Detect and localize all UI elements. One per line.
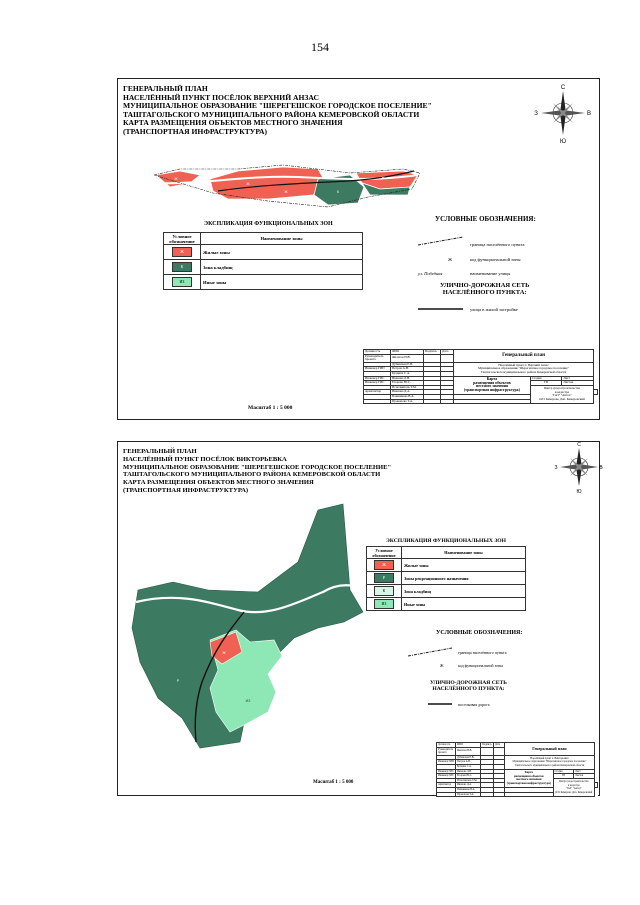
stamp-person: Иванова Л.В. bbox=[456, 769, 481, 774]
title-line: МУНИЦИПАЛЬНОЕ ОБРАЗОВАНИЕ "ШЕРЕГЕШСКОЕ ГОРОДСКОЕ ПОСЕЛЕНИЕ" bbox=[123, 101, 432, 111]
road-network-title-line: НАСЕЛЁННОГО ПУНКТА: bbox=[432, 686, 505, 692]
stamp-sheets-header: Листов bbox=[562, 381, 594, 386]
stamp-map-title-line: (транспортная инфраструктура) bbox=[463, 387, 520, 392]
convention-zone-code-text: код функциональной зоны bbox=[458, 663, 503, 668]
stamp-role: Инженер ГИС bbox=[364, 376, 391, 381]
stamp-role: Руководитель проекта bbox=[364, 354, 391, 362]
road-network-item: поселковая дорога bbox=[458, 702, 490, 707]
convention-zone-code-sample: Ж bbox=[448, 257, 453, 262]
zone-name: Жилые зоны bbox=[402, 559, 526, 572]
road-network-title-line: УЛИЧНО-ДОРОЖНАЯ СЕТЬ bbox=[440, 282, 530, 289]
zone-code-label: Ж bbox=[284, 190, 288, 194]
swatch-recreation: Р bbox=[374, 573, 394, 583]
map-scale: Масштаб 1 : 5 000 bbox=[248, 405, 293, 411]
stamp-person: Петров А.Н. bbox=[456, 760, 481, 765]
stamp-person: Иванова Д.А. bbox=[391, 390, 424, 395]
stamp-header: Подпись bbox=[482, 743, 492, 746]
stamp-org-line: Центр градостроительства bbox=[559, 780, 589, 784]
swatch-cemetery: К bbox=[374, 586, 394, 596]
stamp-object-line: Муниципальное образование "Шерегешское городское поселение" bbox=[512, 760, 587, 764]
stamp-role: Инженер ГИС bbox=[364, 381, 391, 386]
convention-street-name-sample: ул. Победная bbox=[418, 271, 443, 276]
title-line: НАСЕЛЁННЫЙ ПУНКТ ПОСЁЛОК ВИКТОРЬЕВКА bbox=[123, 455, 287, 463]
explication-header-name: Наименование зоны bbox=[201, 233, 363, 245]
conventions-title: УСЛОВНЫЕ ОБОЗНАЧЕНИЯ: bbox=[435, 215, 536, 223]
stamp-person: Прокопова Т.А. bbox=[456, 792, 481, 797]
stamp-person: Егорова Ю.С. bbox=[456, 774, 481, 779]
stamp-map-title bbox=[505, 769, 554, 787]
stamp-role: Инженер ГИП bbox=[364, 367, 391, 372]
explication-header-symbol: Условное обозначение bbox=[164, 233, 201, 245]
convention-zone-code-sample: Ж bbox=[440, 663, 444, 668]
stamp-doc-title: Генеральный план bbox=[454, 350, 594, 363]
swatch-other: ИЗ bbox=[374, 599, 394, 609]
stamp-role: Инженер ГИП bbox=[438, 760, 454, 764]
zone-code-label: ИЗ bbox=[245, 699, 251, 703]
road-network-title bbox=[440, 282, 529, 296]
compass-north-label: С bbox=[560, 85, 566, 91]
stamp-object-line: Муниципальное образование "Шерегешское городское поселение" bbox=[478, 366, 569, 371]
compass-west-label: З bbox=[534, 111, 538, 117]
stamp-stage-header: Стадия bbox=[530, 376, 562, 381]
explication-header-symbol: Условное обозначение bbox=[367, 547, 402, 559]
stamp-header: Подпись bbox=[424, 350, 441, 355]
boundary-sample-icon bbox=[418, 237, 463, 245]
stamp-map-title-line: (транспортная инфраструктура) bbox=[506, 780, 551, 785]
title-line: ТАШТАГОЛЬСКОГО МУНИЦИПАЛЬНОГО РАЙОНА КЕМЕРОВСКОЙ ОБЛАСТИ bbox=[123, 471, 381, 479]
stamp-role: Инженер ГИС bbox=[438, 769, 454, 773]
explication-row bbox=[367, 572, 526, 585]
zone-code-label: Р bbox=[276, 559, 280, 563]
boundary-sample-icon bbox=[408, 648, 452, 656]
title-line: ГЕНЕРАЛЬНЫЙ ПЛАН bbox=[123, 84, 208, 93]
stamp-stage-header: Стадия bbox=[553, 769, 574, 774]
stamp-org-line: "ГАЗ" "Ангел" bbox=[565, 787, 582, 791]
stamp-object-line: Таштагольского муниципального района Кемеровской области bbox=[514, 763, 585, 767]
stamp-person: Иванова Д.А. bbox=[456, 783, 481, 788]
stamp-object-line: Населённый пункт п. Верхний Анзас bbox=[498, 362, 549, 367]
stamp-person: Филатов Н.В. bbox=[391, 354, 424, 362]
explication-row bbox=[164, 275, 363, 290]
stamp-person: Егорова Ю.С. bbox=[391, 381, 424, 386]
explication-row bbox=[367, 598, 526, 611]
stamp-person: Филатов Н.В. bbox=[456, 747, 481, 755]
stamp-person: Пашникова В.А. bbox=[391, 394, 424, 399]
explication-row bbox=[367, 585, 526, 598]
stamp-stage-value: ГП bbox=[553, 774, 574, 779]
road-network-item: улица в жилой застройке bbox=[470, 307, 518, 312]
title-block bbox=[363, 349, 598, 404]
map-sheet-viktorievka bbox=[117, 441, 603, 796]
stamp-map-title-line: Карта bbox=[486, 377, 498, 382]
stamp-person: Булдина С.А. bbox=[456, 764, 481, 769]
swatch-other: ИЗ bbox=[172, 277, 192, 287]
stamp-header: ФИО bbox=[391, 350, 424, 355]
stamp-header: Должность bbox=[364, 350, 391, 355]
stamp-role: Руководитель проекта bbox=[437, 747, 456, 755]
zone-code-label: Ж bbox=[381, 176, 385, 180]
stamp-map-title-line: местного значения bbox=[475, 384, 508, 389]
compass-west-label: З bbox=[554, 465, 558, 471]
stamp-header: Дата bbox=[441, 350, 454, 355]
stamp-map-title-line: размещения объектов bbox=[513, 773, 544, 778]
stamp-map-title-line: Карта bbox=[524, 770, 533, 775]
zone-name: Иные зоны bbox=[402, 598, 526, 611]
conventions-title: УСЛОВНЫЕ ОБОЗНАЧЕНИЯ: bbox=[436, 630, 523, 636]
stamp-doc-title: Генеральный план bbox=[505, 743, 595, 756]
compass-rose-icon bbox=[534, 85, 591, 145]
zone-code-label: Ж bbox=[174, 177, 178, 181]
stamp-object bbox=[505, 755, 595, 769]
convention-street-name-text: наименование улицы bbox=[470, 271, 511, 276]
stamp-person: Дубинская Е.В. bbox=[391, 362, 424, 367]
zone-code-label: Ж bbox=[246, 182, 250, 186]
stamp-role bbox=[364, 399, 391, 404]
compass-east-label: В bbox=[599, 465, 603, 471]
explication-table bbox=[163, 232, 363, 290]
zone-residential-west bbox=[156, 171, 200, 187]
stamp-person: Исполнитель Т.М. bbox=[391, 385, 424, 390]
compass-south-label: Ю bbox=[559, 139, 567, 145]
stamp-header: Должность bbox=[437, 743, 456, 748]
stamp-person: Пашникова В.А. bbox=[456, 787, 481, 792]
stamp-person: Иванова Л.В. bbox=[391, 376, 424, 381]
compass-east-label: В bbox=[586, 111, 592, 117]
stamp-sheet-header: Лист bbox=[574, 769, 595, 774]
convention-boundary-text: граница населённого пункта bbox=[470, 242, 525, 247]
settlement-map bbox=[152, 165, 420, 207]
explication-header-name: Наименование зоны bbox=[402, 547, 526, 559]
title-line: КАРТА РАЗМЕЩЕНИЯ ОБЪЕКТОВ МЕСТНОГО ЗНАЧЕНИЯ bbox=[123, 479, 314, 487]
convention-zone-code-text: код функциональной зоны bbox=[470, 257, 521, 262]
stamp-map-title-line: местного значения bbox=[516, 777, 542, 782]
swatch-residential: Ж bbox=[172, 247, 192, 257]
compass-north-label: С bbox=[577, 442, 581, 448]
title-line: НАСЕЛЁННЫЙ ПУНКТ ПОСЁЛОК ВЕРХНИЙ АНЗАС bbox=[123, 92, 319, 102]
explication-table bbox=[366, 546, 526, 611]
map-sheet-verkhniy-anzas bbox=[117, 78, 600, 420]
stamp-role: Архитектор bbox=[364, 390, 391, 395]
stamp-org-line: и кадастра bbox=[567, 783, 580, 787]
stamp-person: Дубинская Е.В. bbox=[456, 755, 481, 760]
stamp-person: Исполнитель Т.М. bbox=[456, 778, 481, 783]
stamp-object-line: Таштагольского муниципального района Кемеровской области bbox=[480, 369, 567, 374]
stamp-org-line: ОЛ1 Кемерово Доп. Кемеровский bbox=[555, 791, 593, 795]
zone-name: Зона кладбищ bbox=[402, 585, 526, 598]
stamp-map-title-line: размещения объектов bbox=[473, 380, 511, 385]
convention-boundary-text: граница населённого пункта bbox=[458, 650, 507, 655]
zone-name: Зона кладбищ bbox=[201, 260, 363, 275]
settlement-map bbox=[132, 504, 363, 748]
zone-code-label: Р bbox=[176, 679, 180, 683]
stamp-person: Прокопова Т.А. bbox=[391, 399, 424, 404]
stamp-object-line: Населённый пункт п. Викторьевка bbox=[530, 756, 569, 760]
stamp-object bbox=[454, 362, 594, 376]
map-scale: Масштаб 1 : 5 000 bbox=[313, 780, 354, 785]
explication-title: ЭКСПЛИКАЦИЯ ФУНКЦИОНАЛЬНЫХ ЗОН bbox=[204, 221, 333, 227]
stamp-org-line: Центр градостроительства bbox=[543, 386, 580, 391]
title-line: (ТРАНСПОРТНАЯ ИНФРАСТРУКТУРА) bbox=[123, 126, 268, 136]
stamp-stage-value: ГП bbox=[530, 381, 562, 386]
stamp-org-line: "ГАЗ" "Ангел" bbox=[552, 393, 572, 398]
explication-row bbox=[164, 245, 363, 260]
zone-name: Жилые зоны bbox=[201, 245, 363, 260]
stamp-role: Архитектор bbox=[437, 783, 456, 788]
road-network-title-line: НАСЕЛЁННОГО ПУНКТА: bbox=[442, 289, 527, 296]
compass-south-label: Ю bbox=[576, 489, 582, 495]
swatch-cemetery: К bbox=[172, 262, 192, 272]
zone-name: Иные зоны bbox=[201, 275, 363, 290]
swatch-residential: Ж bbox=[374, 560, 394, 570]
title-line: (ТРАНСПОРТНАЯ ИНФРАСТРУКТУРА) bbox=[123, 486, 249, 494]
page-number: 154 bbox=[311, 40, 329, 54]
stamp-header: ФИО bbox=[456, 743, 481, 748]
stamp-person: Булдина С.А. bbox=[391, 371, 424, 376]
road-network-title-line: УЛИЧНО-ДОРОЖНАЯ СЕТЬ bbox=[430, 680, 507, 686]
stamp-role bbox=[437, 792, 456, 797]
title-line: ТАШТАГОЛЬСКОГО МУНИЦИПАЛЬНОГО РАЙОНА КЕМЕРОВСКОЙ ОБЛАСТИ bbox=[123, 109, 420, 119]
stamp-organization bbox=[553, 778, 594, 796]
title-line: КАРТА РАЗМЕЩЕНИЯ ОБЪЕКТОВ МЕСТНОГО ЗНАЧЕНИЯ bbox=[123, 118, 343, 128]
zone-code-label: К bbox=[336, 190, 340, 194]
explication-row bbox=[367, 559, 526, 572]
stamp-role: Инженер ГИС bbox=[438, 774, 454, 778]
stamp-sheets-header: Листов bbox=[574, 774, 595, 779]
stamp-org-line: ОЛ1 Кемерово Доп. Кемеровский bbox=[539, 397, 585, 402]
explication-row bbox=[164, 260, 363, 275]
stamp-org-line: и кадастра bbox=[554, 389, 570, 394]
title-line: МУНИЦИПАЛЬНОЕ ОБРАЗОВАНИЕ "ШЕРЕГЕШСКОЕ ГОРОДСКОЕ ПОСЕЛЕНИЕ" bbox=[123, 463, 392, 471]
stamp-map-title bbox=[454, 376, 531, 394]
zone-code-label: Ж bbox=[222, 651, 226, 655]
stamp-header: Дата bbox=[494, 743, 505, 748]
title-block bbox=[436, 742, 598, 797]
zone-name: Зоны рекреационного назначения bbox=[402, 572, 526, 585]
title-line: ГЕНЕРАЛЬНЫЙ ПЛАН bbox=[123, 448, 197, 455]
stamp-person: Петров А.Н. bbox=[391, 367, 424, 372]
compass-rose-icon bbox=[554, 442, 603, 495]
explication-title: ЭКСПЛИКАЦИЯ ФУНКЦИОНАЛЬНЫХ ЗОН bbox=[386, 538, 506, 544]
road-network-title bbox=[430, 680, 507, 692]
stamp-organization bbox=[530, 385, 593, 403]
stamp-sheet-header: Лист bbox=[562, 376, 594, 381]
